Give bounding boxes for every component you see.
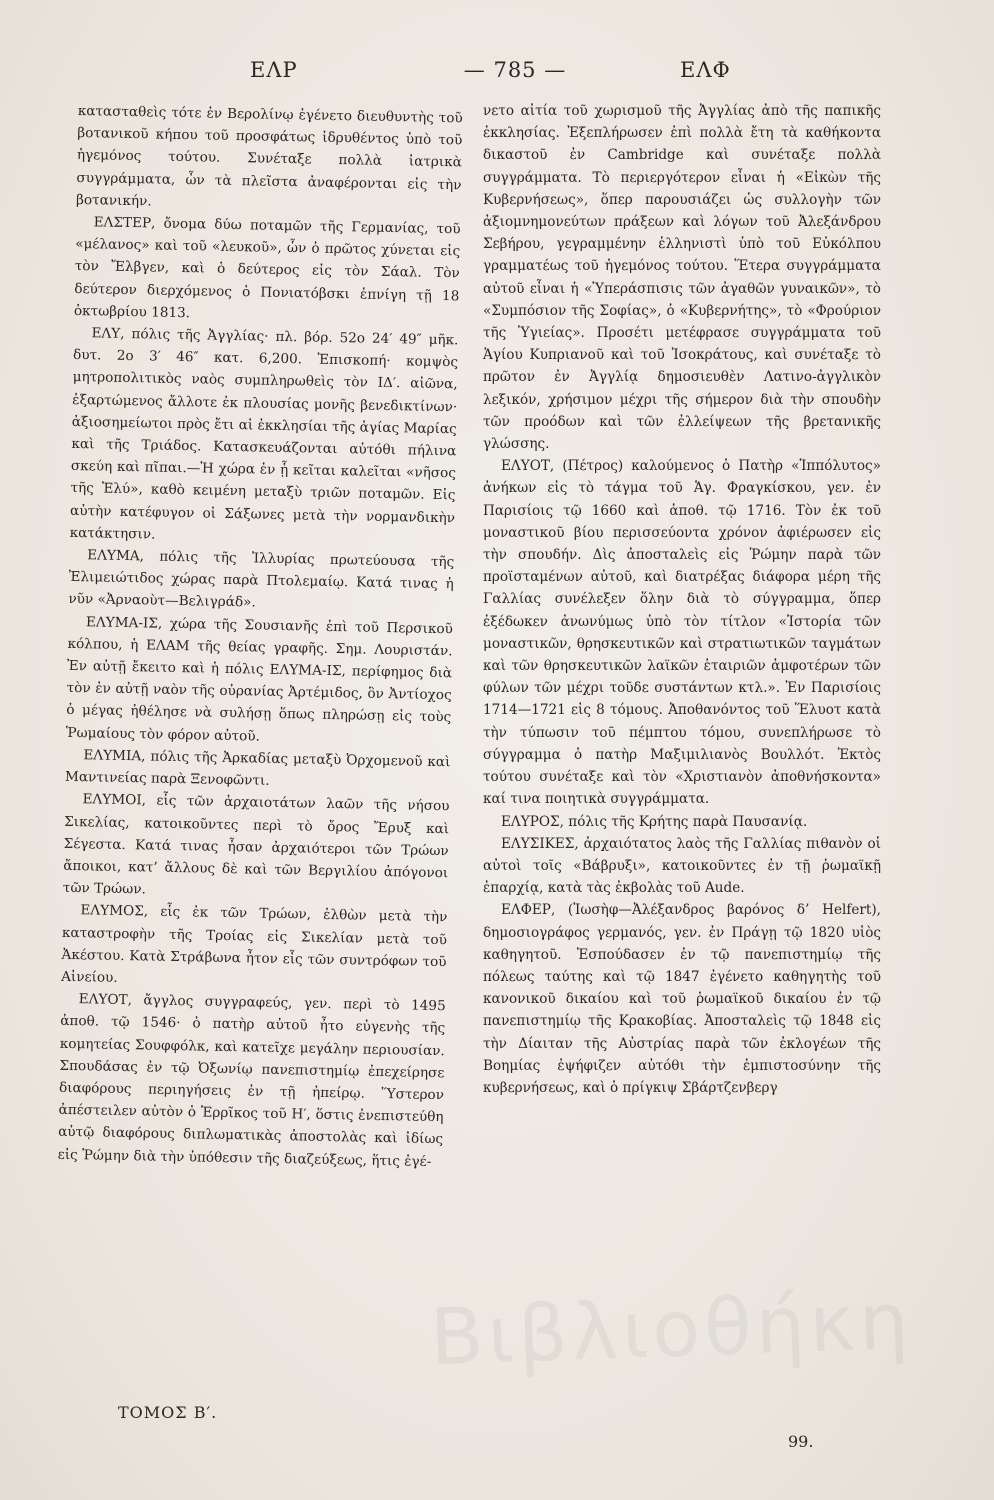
entry-paragraph: ΕΛΥΜΟΙ, εἷς τῶν ἀρχαιοτάτων λαῶν τῆς νήσου Σικελίας, κατοικοῦντες περὶ τὸ ὄρος Ἔρυξ καὶ Σέγεστα. Κατά τινας ἦσαν ἀρχαιότεροι τῶν Τρώων ἄποικοι, κατ’ ἄλλους δὲ καὶ τῶν Βεργιλίου ἀπόγονοι τῶν Τρώων.: [62, 791, 450, 898]
signature-mark: 99.: [788, 1432, 814, 1451]
entry-paragraph: ΕΛΥΜΙΑ, πόλις τῆς Ἀρκαδίας μεταξὺ Ὀρχομενοῦ καὶ Μαντινείας παρὰ Ξενοφῶντι.: [64, 747, 451, 789]
entry-paragraph: ΕΛΥΟΤ, (Πέτρος) καλούμενος ὁ Πατὴρ «Ἱππόλυτος» ἀνήκων εἰς τὸ τάγμα τοῦ Ἁγ. Φραγκίσκου, γεν. ἐν Παρισίοις τῷ 1660 καὶ ἀποθ. τῷ 1716. Τὸν ἐκ τοῦ μοναστικοῦ βίου περισσεύοντα χρόνον ἀφιέρωσεν εἰς τὴν σπουδήν. Δὶς ἀποσταλεὶς εἰς Ῥώμην παρὰ τῶν προϊσταμένων αὐτοῦ, καὶ διατρέξας διάφορα μέρη τῆς Γαλλίας συνέλεξεν ὅλην διὰ τὸ σύγγραμμα, ὅπερ ἐξέδωκεν ἀνωνύμως ὑπὸ τὸν τίτλον «Ἱστορία τῶν μοναστικῶν, θρησκευτικῶν καὶ στρατιωτικῶν ταγμάτων καὶ τῶν θρησκευτικῶν λαϊκῶν ἑταιριῶν ἀμφοτέρων τῶν φύλων τῶν μέχρι τοῦδε συστάντων κτλ.». Ἐν Παρισίοις 1714—1721 εἰς 8 τόμους. Ἀποθανόντος τοῦ Ἕλυοτ κατὰ τὴν τύπωσιν τοῦ πέμπτου τόμου, συνεπλήρωσε τὸ σύγγραμμα ὁ πατὴρ Μαξιμιλιανὸς Βουλλότ. Ἐκτὸς τούτου συνέταξε καὶ τὸν «Χριστιανὸν ἀποθνήσκοντα» καί τινα ποιητικὰ συγγράμματα.: [483, 458, 881, 808]
entry-paragraph: ΕΛΥΜΑ-ΙΣ, χώρα τῆς Σουσιανῆς ἐπὶ τοῦ Περσικοῦ κόλπου, ἡ ΕΛΑΜ τῆς θείας γραφῆς. Σημ. Λουριστάν. Ἐν αὐτῇ ἔκειτο καὶ ἡ πόλις ΕΛΥΜΑ-ΙΣ, περίφημος διὰ τὸν ἐν αὐτῇ ναὸν τῆς οὐρανίας Ἀρτέμιδος, ὃν Ἀντίοχος ὁ μέγας ἠθέλησε νὰ συλήσῃ ὅπως πληρώσῃ εἰς τοὺς Ῥωμαίους τὸν φόρον αὐτοῦ.: [65, 613, 454, 745]
entry-paragraph: ΕΛΥΜΑ, πόλις τῆς Ἰλλυρίας πρωτεύουσα τῆς Ἐλιμειώτιδος χώρας παρὰ Πτολεμαίῳ. Κατά τινας ἡ νῦν «Ἀρναοὺτ—Βελιγράδ».: [68, 547, 455, 611]
entry-paragraph: ΕΛΥΟΤ, ἄγγλος συγγραφεύς, γεν. περὶ τὸ 1495 ἀποθ. τῷ 1546· ὁ πατὴρ αὐτοῦ ἦτο εὐγενὴς τῆς κομητείας Σουφφόλκ, καὶ κατεῖχε μεγάλην περιουσίαν. Σπουδάσας ἐν τῷ Ὀξωνίῳ πανεπιστημίῳ ἐπεχείρησε διαφόρους περιηγήσεις ἐν τῇ ἠπείρῳ. Ὕστερον ἀπέστειλεν αὐτὸν ὁ Ἐρρῖκος τοῦ Η′, ὅστις ἐνεπιστεύθη αὐτῷ διαφόρους διπλωματικὰς ἀποστολὰς καὶ ἰδίως εἰς Ῥώμην διὰ τὴν ὑπόθεσιν τῆς διαζεύξεως, ἥτις ἐγέ-: [57, 991, 446, 1170]
entry-paragraph: ΕΛΦΕΡ, (Ἰωσὴφ—Ἀλέξανδρος βαρόνος δ’ Helfert), δημοσιογράφος γερμανός, γεν. ἐν Πράγῃ τῷ 1820 υἱὸς καθηγητοῦ. Ἐσπούδασεν ἐν τῷ πανεπιστημίῳ τῆς πόλεως ταύτης καὶ τῷ 1847 ἐγένετο καθηγητὴς τοῦ κανονικοῦ δικαίου καὶ τοῦ ῥωμαϊκοῦ δικαίου ἐν τῷ πανεπιστημίῳ τῆς Κρακοβίας. Ἀποσταλεὶς τῷ 1848 εἰς τὴν Δίαιταν τῆς Αὐστρίας παρὰ τῶν ἐκλογέων τῆς Βοημίας ἐψήφιζεν αὐτόθι τὴν ἐμπιστοσύνην τῆς κυβερνήσεως, καὶ ὁ πρίγκιψ Σβάρτζενβεργ: [483, 902, 881, 1096]
page-number: — 785 —: [463, 58, 567, 82]
entry-paragraph: κατασταθεὶς τότε ἐν Βερολίνῳ ἐγένετο διευθυντὴς τοῦ βοτανικοῦ κήπου τοῦ προσφάτως ἱδρυθέντος ὑπὸ τοῦ ἡγεμόνος τούτου. Συνέταξε πολλὰ ἰατρικὰ συγγράμματα, ὧν τὰ πλεῖστα ἀναφέρονται εἰς τὴν βοτανικήν.: [75, 102, 463, 210]
entry-paragraph: ΕΛΥΜΟΣ, εἷς ἐκ τῶν Τρώων, ἐλθὼν μετὰ τὴν καταστροφὴν τῆς Τροίας εἰς Σικελίαν μετὰ τοῦ Ἀκέστου. Κατὰ Στράβωνα ἦτον εἷς τῶν συντρόφων τοῦ Αἰνείου.: [61, 902, 448, 986]
entry-paragraph: νετο αἰτία τοῦ χωρισμοῦ τῆς Ἀγγλίας ἀπὸ τῆς παπικῆς ἐκκλησίας. Ἐξεπλήρωσεν ἐπὶ πολλὰ ἔτη τὰ καθήκοντα δικαστοῦ ἐν Cambridge καὶ συνέταξε πολλὰ συγγράμματα. Τὸ περιεργότερον εἶναι ἡ «Εἰκὼν τῆς Κυβερνήσεως», ὅπερ παρουσιάζει ὡς συλλογὴν τῶν ἀξιομνημονεύτων πράξεων καὶ λόγων τοῦ Ἀλεξάνδρου Σεβήρου, γεγραμμένην ἑλληνιστὶ ὑπὸ τοῦ Εὐκόλπου γραμματέως τοῦ ἡγεμόνος τούτου. Ἕτερα συγγράμματα αὐτοῦ εἶναι ἡ «Ὑπεράσπισις τῶν ἀγαθῶν γυναικῶν», τὸ «Συμπόσιον τῆς Σοφίας», ὁ «Κυβερνήτης», τὸ «Φρούριον τῆς Ὑγιείας». Προσέτι μετέφρασε συγγράμματα τοῦ Ἁγίου Κυπριανοῦ καὶ τοῦ Ἰσοκράτους, καὶ συνέταξε τὸ πρῶτον ἐν Ἀγγλίᾳ δημοσιευθὲν Λατινο-ἀγγλικὸν λεξικόν, χρήσιμον μέχρι τῆς σήμερον διὰ τὴν σπουδὴν τῶν προόδων καὶ τῶν ἐλλείψεων τῆς βρετανικῆς γλώσσης.: [483, 103, 881, 453]
entry-paragraph: ΕΛΥ, πόλις τῆς Ἀγγλίας· πλ. βόρ. 52ο 24′ 49″ μῆκ. δυτ. 2ο 3′ 46″ κατ. 6,200. Ἐπισκοπή· κομψὸς μητροπολιτικὸς ναὸς συμπληρωθεὶς τὸν ΙΔ′. αἰῶνα, ἐξαρτώμενος ἄλλοτε ἐκ πλουσίας μονῆς βενεδικτίνων· ἀξιοσημείωτοι πρὸς ἔτι αἱ ἐκκλησίαι τῆς ἁγίας Μαρίας καὶ τῆς Τριάδος. Κατασκευάζονται αὐτόθι πήλινα σκεύη καὶ πῖπαι.—Ἡ χώρα ἐν ᾗ κεῖται καλεῖται «νῆσος τῆς Ἐλύ», καθὸ κειμένη μεταξὺ τριῶν ποταμῶν. Εἰς αὐτὴν κατέφυγον οἱ Σάξωνες μετὰ τὴν νορμανδικὴν κατάκτησιν.: [69, 325, 459, 543]
library-watermark: Βιβλιοθήκη: [428, 1276, 914, 1384]
header-right-guide-word: ΕΛΦ: [680, 58, 731, 82]
right-column: [483, 100, 881, 1099]
page-header: [80, 58, 940, 98]
header-left-guide-word: ΕΛΡ: [250, 58, 298, 82]
entry-paragraph: ΕΛΥΣΙΚΕΣ, ἀρχαιότατος λαὸς τῆς Γαλλίας πιθανὸν οἱ αὐτοὶ τοῖς «Βάβρυξι», κατοικοῦντες ἐν τῇ ῥωμαϊκῇ ἐπαρχίᾳ, κατὰ τὰς ἐκβολὰς τοῦ Aude.: [483, 835, 881, 897]
left-column: [58, 100, 463, 1173]
entry-paragraph: ΕΛΥΡΟΣ, πόλις τῆς Κρήτης παρὰ Παυσανίᾳ.: [501, 813, 808, 830]
volume-label: ΤΟΜΟΣ Β′.: [118, 1403, 218, 1422]
entry-paragraph: ΕΛΣΤΕΡ, ὄνομα δύω ποταμῶν τῆς Γερμανίας, τοῦ «μέλανος» καὶ τοῦ «λευκοῦ», ὧν ὁ πρῶτος χύνεται εἰς τὸν Ἔλβγεν, καὶ ὁ δεύτερος εἰς τὸν Σάαλ. Τὸν δεύτερον διερχόμενος ὁ Πονιατόβσκι ἐπνίγη τῇ 18 ὀκτωβρίου 1813.: [73, 214, 461, 322]
